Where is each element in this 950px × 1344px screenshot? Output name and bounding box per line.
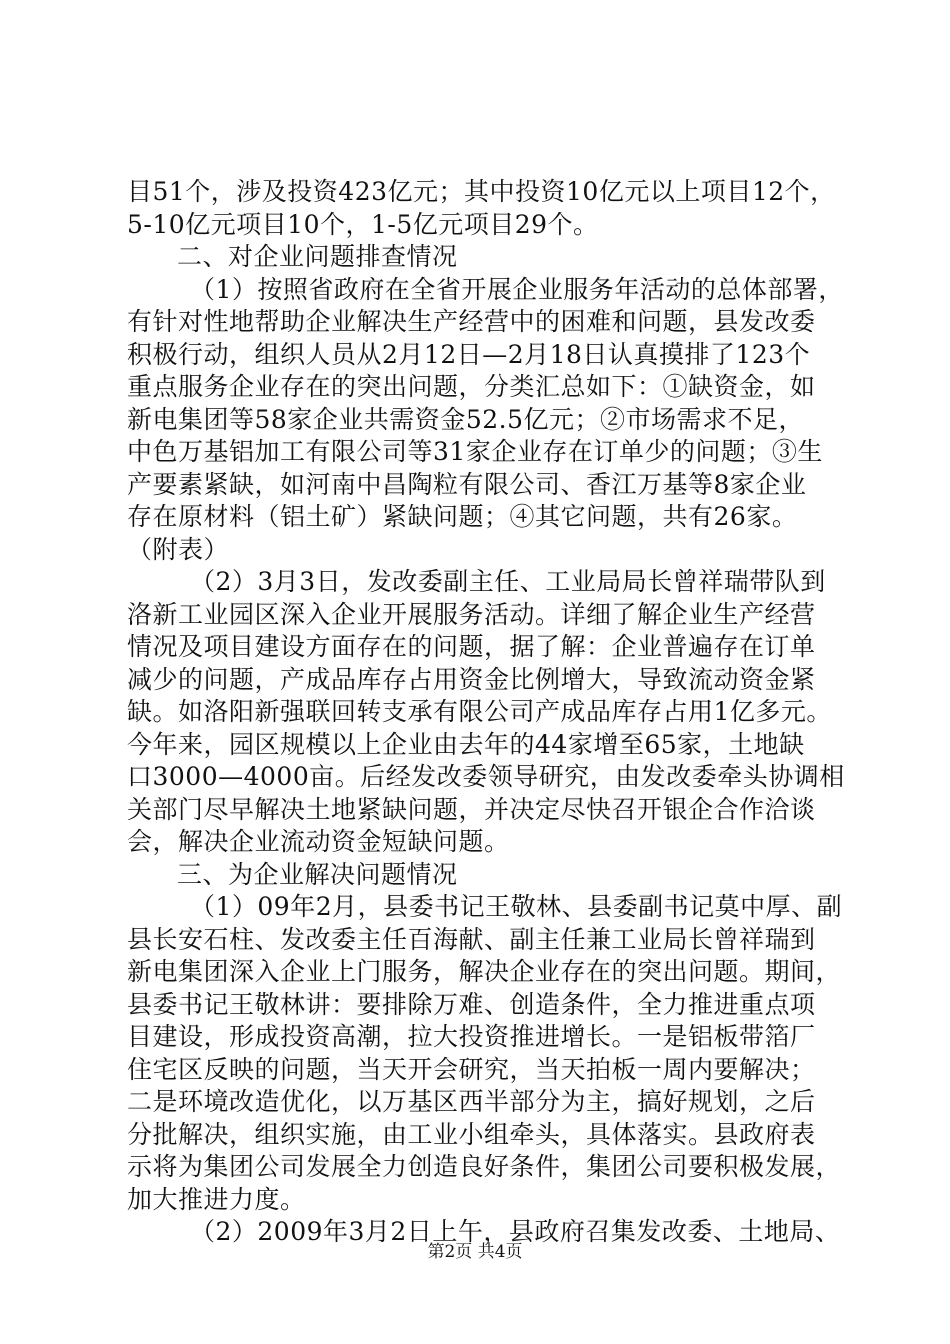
- text-line: 关部门尽早解决土地紧缺问题，并决定尽快召开银企合作洽谈: [127, 794, 816, 824]
- text-line: 新电集团深入企业上门服务，解决企业存在的突出问题。期间，: [127, 957, 842, 986]
- text-line: 新电集团等58家企业共需资金52.5亿元；②市场需求不足，: [127, 404, 804, 434]
- body-text: [127, 176, 845, 1249]
- text-line: （附表）: [127, 534, 230, 564]
- text-line: 口3000—4000亩。后经发改委领导研究，由发改委牵头协调相: [127, 762, 845, 791]
- text-line: 目51个，涉及投资423亿元；其中投资10亿元以上项目12个，: [127, 177, 836, 206]
- text-line: 加大推进力度。: [127, 1184, 306, 1214]
- text-line: 目建设，形成投资高潮，拉大投资推进增长。一是铝板带箔厂: [127, 1022, 816, 1051]
- text-line: （1）按照省政府在全省开展企业服务年活动的总体部署，: [190, 274, 844, 304]
- text-line: 中色万基铝加工有限公司等31家企业存在订单少的问题；③生: [127, 437, 823, 466]
- text-line: 今年来，园区规模以上企业由去年的44家增至65家，土地缺: [127, 729, 805, 759]
- text-line: 减少的问题，产成品库存占用资金比例增大，导致流动资金紧: [127, 664, 816, 694]
- text-line: 情况及项目建设方面存在的问题，据了解：企业普遍存在订单: [127, 632, 816, 661]
- page-footer: 第2页 共4页: [427, 1242, 523, 1262]
- text-line: 分批解决，组织实施，由工业小组牵头，具体落实。县政府表: [127, 1119, 816, 1149]
- text-line: 洛新工业园区深入企业开展服务活动。详细了解企业生产经营: [127, 599, 816, 629]
- text-line: （1）09年2月，县委书记王敬林、县委副书记莫中厚、副: [190, 892, 843, 921]
- text-line: 会，解决企业流动资金短缺问题。: [127, 827, 510, 856]
- text-line: 示将为集团公司发展全力创造良好条件，集团公司要积极发展，: [127, 1152, 842, 1181]
- section-heading: 三、为企业解决问题情况: [177, 859, 458, 889]
- section-heading: 二、对企业问题排查情况: [177, 242, 458, 271]
- text-line: （2）2009年3月2日上午，县政府召集发改委、土地局、: [190, 1217, 841, 1246]
- text-line: 二是环境改造优化，以万基区西半部分为主，搞好规划，之后: [127, 1087, 816, 1116]
- text-line: 县长安石柱、发改委主任百海献、副主任兼工业局长曾祥瑞到: [127, 924, 816, 954]
- text-line: 重点服务企业存在的突出问题，分类汇总如下：①缺资金，如: [127, 372, 816, 401]
- text-line: 县委书记王敬林讲：要排除万难、创造条件，全力推进重点项: [127, 989, 816, 1019]
- text-line: 住宅区反映的问题，当天开会研究，当天拍板一周内要解决；: [127, 1054, 816, 1084]
- text-line: 5-10亿元项目10个，1-5亿元项目29个。: [127, 209, 599, 239]
- text-line: 产要素紧缺，如河南中昌陶粒有限公司、香江万基等8家企业: [127, 469, 807, 499]
- text-line: 存在原材料（铝土矿）紧缺问题；④其它问题，共有26家。: [127, 502, 798, 531]
- text-line: 有针对性地帮助企业解决生产经营中的困难和问题，县发改委: [127, 307, 816, 336]
- text-line: 积极行动，组织人员从2月12日—2月18日认真摸排了123个: [127, 339, 811, 369]
- text-line: （2）3月3日，发改委副主任、工业局局长曾祥瑞带队到: [190, 567, 826, 596]
- text-line: 缺。如洛阳新强联回转支承有限公司产成品库存占用1亿多元。: [127, 697, 832, 726]
